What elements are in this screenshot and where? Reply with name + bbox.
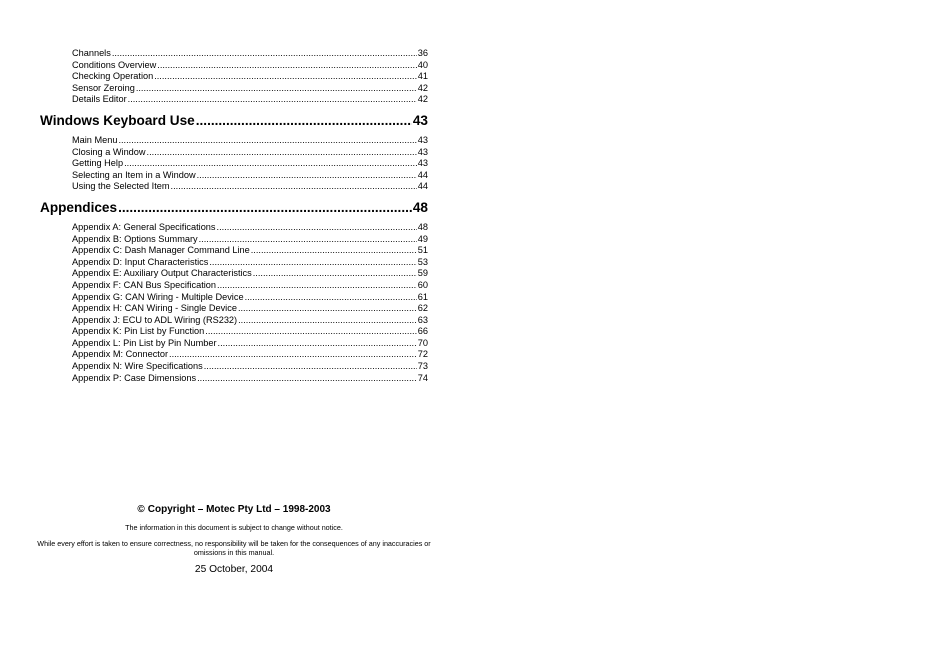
toc-group-appendices	[40, 199, 428, 384]
toc-leader-dots	[136, 83, 417, 95]
toc-chapter-title: Windows Keyboard Use	[40, 112, 195, 128]
toc-entry-page: 60	[417, 279, 428, 290]
toc-entry[interactable]	[40, 71, 428, 83]
toc-leader-dots	[112, 48, 417, 60]
toc-chapter-page: 48	[412, 199, 428, 215]
toc-leader-dots	[197, 373, 417, 385]
document-date: 25 October, 2004	[194, 564, 274, 575]
toc-entry-page: 40	[417, 59, 428, 70]
toc-entry-title: Appendix K: Pin List by Function	[72, 326, 205, 337]
toc-entry-title: Appendix B: Options Summary	[72, 233, 198, 244]
toc-entry-page: 42	[417, 94, 428, 105]
toc-entry-page: 61	[417, 291, 428, 302]
toc-entry[interactable]	[40, 303, 428, 315]
toc-leader-dots	[118, 135, 416, 147]
toc-leader-dots	[171, 181, 417, 193]
toc-entry-title: Channels	[72, 48, 111, 58]
toc-entry[interactable]	[40, 147, 428, 159]
toc-entry-title: Appendix M: Connector	[72, 349, 169, 360]
toc-leader-dots	[205, 326, 416, 338]
toc-leader-dots	[128, 94, 417, 106]
toc-leader-dots	[238, 303, 417, 315]
copyright-text: Copyright – Motec Pty Ltd – 1998-2003	[147, 504, 331, 515]
toc-entry-page: 53	[417, 256, 428, 267]
toc-leader-dots	[118, 199, 412, 217]
toc-entry-title: Appendix N: Wire Specifications	[72, 361, 203, 372]
toc-leader-dots	[196, 112, 412, 130]
toc-entry-page: 41	[417, 71, 428, 82]
toc-entry[interactable]	[40, 83, 428, 95]
toc-entry-title: Appendix L: Pin List by Pin Number	[72, 337, 217, 348]
toc-entry-title: Appendix A: General Specifications	[72, 221, 216, 232]
toc-entry[interactable]	[40, 181, 428, 193]
toc-entry[interactable]	[40, 158, 428, 170]
toc-entry[interactable]	[40, 361, 428, 373]
disclaimer-text: While every effort is taken to ensure correctness, no responsibility will be taken for the consequences of any inaccuracies or omissions in this manual.	[37, 539, 431, 557]
toc-entry-title: Getting Help	[72, 158, 124, 169]
toc-entry-title: Conditions Overview	[72, 59, 157, 70]
toc-entry-page: 44	[417, 169, 428, 180]
toc-leader-dots	[169, 349, 417, 361]
toc-entry[interactable]	[40, 135, 428, 147]
toc-entry[interactable]	[40, 245, 428, 257]
toc-entry[interactable]	[40, 222, 428, 234]
copyright-line	[40, 504, 428, 515]
toc-leader-dots	[124, 158, 417, 170]
toc-leader-dots	[217, 222, 417, 234]
toc-entry-page: 72	[417, 349, 428, 360]
toc-entry-page: 66	[417, 326, 428, 337]
toc-entry-title: Appendix H: CAN Wiring - Single Device	[72, 303, 237, 314]
toc-entry[interactable]	[40, 170, 428, 182]
toc-entry-page: 49	[417, 233, 428, 244]
toc-leader-dots	[197, 170, 417, 182]
copyright-icon: ©	[137, 504, 145, 515]
toc-chapter-page: 43	[412, 112, 428, 128]
toc-entry-page: 48	[417, 221, 428, 232]
toc-entry-page: 62	[417, 303, 428, 314]
toc-entry[interactable]	[40, 94, 428, 106]
toc-entry[interactable]	[40, 48, 428, 60]
toc-entry-title: Selecting an Item in a Window	[72, 169, 196, 180]
toc-leader-dots	[154, 71, 417, 83]
toc-entry-page: 70	[417, 337, 428, 348]
toc-leader-dots	[245, 292, 417, 304]
toc-entry-title: Sensor Zeroing	[72, 82, 135, 93]
toc-chapter-title: Appendices	[40, 199, 118, 215]
toc-entry[interactable]	[40, 234, 428, 246]
toc-leader-dots	[238, 315, 417, 327]
toc-entry[interactable]	[40, 292, 428, 304]
toc-entry-title: Appendix J: ECU to ADL Wiring (RS232)	[72, 314, 238, 325]
toc-entry-page: 63	[417, 314, 428, 325]
toc-entry[interactable]	[40, 315, 428, 327]
toc-entry-title: Appendix G: CAN Wiring - Multiple Device	[72, 291, 244, 302]
toc-chapter-heading[interactable]	[40, 199, 428, 217]
toc-entry-page: 43	[417, 146, 428, 157]
toc-leader-dots	[147, 147, 417, 159]
toc-leader-dots	[253, 268, 417, 280]
toc-entry[interactable]	[40, 280, 428, 292]
toc-entry-title: Checking Operation	[72, 71, 154, 82]
toc-entry-title: Appendix E: Auxiliary Output Characteristics	[72, 268, 252, 279]
toc-leader-dots	[204, 361, 417, 373]
toc-entry-title: Details Editor	[72, 94, 127, 105]
toc-entry-page: 44	[417, 181, 428, 192]
toc-entry[interactable]	[40, 373, 428, 385]
toc-entry-page: 36	[417, 48, 428, 58]
toc-group-windows-keyboard-use	[40, 112, 428, 193]
toc-entry[interactable]	[40, 268, 428, 280]
toc-entry[interactable]	[40, 326, 428, 338]
toc-entry-title: Appendix F: CAN Bus Specification	[72, 279, 217, 290]
toc-entry-page: 51	[417, 245, 428, 256]
toc-leader-dots	[199, 234, 417, 246]
toc-entry-title: Appendix C: Dash Manager Command Line	[72, 245, 250, 256]
toc-entry-page: 43	[417, 158, 428, 169]
toc-entry-title: Appendix D: Input Characteristics	[72, 256, 209, 267]
toc-entry[interactable]	[40, 338, 428, 350]
toc-entry-page: 74	[417, 372, 428, 383]
toc-group-continuation	[40, 48, 428, 106]
toc-entry[interactable]	[40, 60, 428, 72]
table-of-contents	[40, 48, 428, 384]
toc-entry[interactable]	[40, 349, 428, 361]
toc-entry[interactable]	[40, 257, 428, 269]
change-notice: The information in this document is subject to change without notice.	[125, 523, 343, 532]
toc-entry-title: Closing a Window	[72, 146, 146, 157]
toc-entry-title: Main Menu	[72, 134, 118, 145]
toc-entry-page: 42	[417, 82, 428, 93]
toc-entry-page: 73	[417, 361, 428, 372]
toc-leader-dots	[157, 60, 417, 72]
toc-chapter-heading[interactable]	[40, 112, 428, 130]
toc-entry-page: 43	[417, 134, 428, 145]
toc-leader-dots	[251, 245, 417, 257]
toc-entry-page: 59	[417, 268, 428, 279]
toc-entry-title: Appendix P: Case Dimensions	[72, 372, 197, 383]
toc-leader-dots	[209, 257, 416, 269]
toc-leader-dots	[217, 280, 417, 292]
toc-entry-title: Using the Selected Item	[72, 181, 170, 192]
toc-leader-dots	[218, 338, 417, 350]
